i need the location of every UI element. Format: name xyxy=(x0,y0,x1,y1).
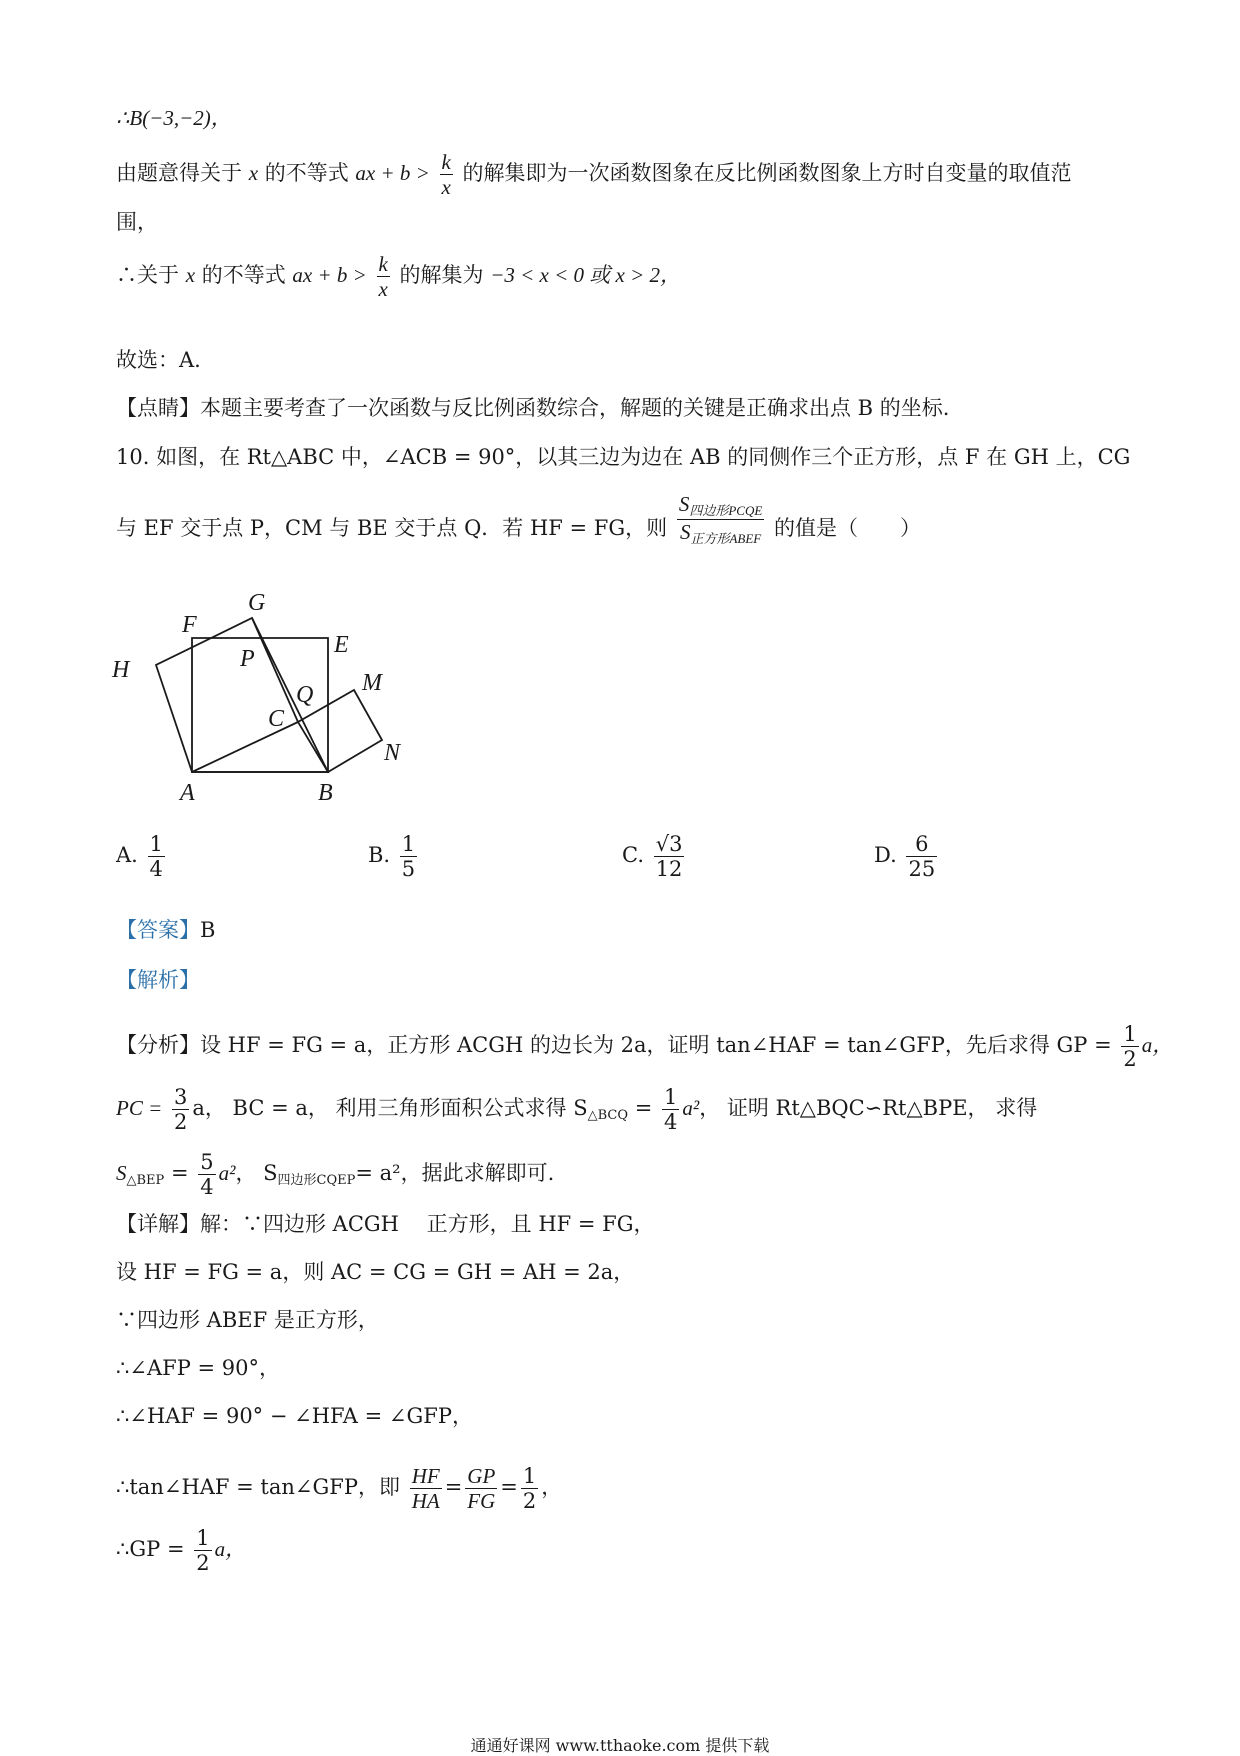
tag-detail: 【详解】 xyxy=(116,1212,200,1236)
label-e: E xyxy=(334,632,349,658)
den xyxy=(677,520,764,547)
geometry-figure xyxy=(100,580,430,800)
text-seg: = xyxy=(170,1161,189,1186)
num: 5 xyxy=(200,1150,214,1174)
den: 2 xyxy=(522,1489,537,1514)
den: 4 xyxy=(664,1110,678,1135)
detail-line3: ∵四边形 ABEF 是正方形， xyxy=(116,1308,379,1332)
den: x xyxy=(378,277,388,302)
label-a: A xyxy=(180,780,195,800)
num: k xyxy=(441,150,451,174)
expr-ax-b: ax + b > xyxy=(355,161,430,186)
den: 4 xyxy=(200,1175,214,1200)
fenxi-line3 xyxy=(116,1150,554,1199)
fraction-k-over-x xyxy=(377,252,390,301)
fraction-quarter xyxy=(662,1085,679,1134)
text-seg: 与 EF 交于点 P，CM 与 BE 交于点 Q．若 HF = FG，则 xyxy=(116,515,668,540)
text-seg: ∴GP = xyxy=(116,1537,185,1562)
den: HA xyxy=(411,1489,440,1514)
den: 25 xyxy=(908,857,936,882)
option-fraction xyxy=(400,832,417,881)
line-solution-set xyxy=(116,252,681,301)
text-seg: = xyxy=(634,1096,653,1121)
var-x: x xyxy=(185,263,196,288)
label-f: F xyxy=(182,612,197,638)
label-b: B xyxy=(318,780,333,800)
text-seg: 的不等式 xyxy=(264,161,349,186)
label-h: H xyxy=(112,657,130,683)
sub: 正方形ABEF xyxy=(690,530,762,546)
line-choice: 故选：A. xyxy=(116,348,201,372)
label-g: G xyxy=(248,590,266,616)
fenxi-line1 xyxy=(116,1022,1173,1071)
text-seg: 的值是（ ） xyxy=(774,515,921,540)
tag-fenxi: 【分析】 xyxy=(116,1033,200,1058)
sub: △BEP xyxy=(126,1173,165,1189)
sub: 四边形PCQE xyxy=(689,503,763,518)
option-c[interactable] xyxy=(622,832,687,881)
page-footer: 通通好课网 www.tthaoke.com 提供下载 xyxy=(470,1736,770,1755)
den: 2 xyxy=(173,1110,188,1135)
den: 12 xyxy=(655,857,683,882)
option-d[interactable] xyxy=(874,832,940,881)
num: 6 xyxy=(906,832,937,857)
label-m: M xyxy=(362,670,382,696)
den: 2 xyxy=(196,1551,210,1576)
option-letter: A. xyxy=(116,843,138,868)
tag-analysis: 【解析】 xyxy=(116,968,200,992)
text-seg: 解：∵四边形 ACGH 正方形，且 HF = FG， xyxy=(200,1212,655,1236)
answer-value: B xyxy=(200,918,216,942)
label-c: C xyxy=(268,706,285,732)
var-x: x xyxy=(248,161,259,186)
num: 1 xyxy=(1123,1022,1137,1046)
line-b-coordinate: ∴B(−3,−2)， xyxy=(116,106,232,130)
option-b[interactable] xyxy=(368,832,420,881)
option-a[interactable] xyxy=(116,832,168,881)
fraction-gp-fg xyxy=(465,1464,497,1513)
fraction-half xyxy=(521,1464,538,1513)
text-seg: ， S xyxy=(235,1161,278,1186)
option-letter: C. xyxy=(622,843,644,868)
fraction-area-ratio xyxy=(677,492,764,547)
a-squared: a² xyxy=(682,1096,700,1121)
fraction-five-quarter xyxy=(198,1150,215,1199)
question-10-line2 xyxy=(116,492,921,547)
answer-line xyxy=(116,920,215,941)
question-10-line1: 10. 如图，在 Rt△ABC 中，∠ACB = 90°，以其三边为边在 AB 的同侧作三个正方形，点 F 在 GH 上，CG xyxy=(116,445,1131,469)
num: 1 xyxy=(196,1526,210,1550)
num: 1 xyxy=(522,1464,537,1488)
fraction-three-half xyxy=(172,1085,189,1134)
text-seg: PC = xyxy=(116,1096,163,1121)
num: √3 xyxy=(655,832,683,856)
tag-dianjing: 【点睛】 xyxy=(116,396,200,420)
den: FG xyxy=(467,1489,496,1514)
a-squared: a² xyxy=(218,1161,236,1186)
tag-answer: 【答案】 xyxy=(116,918,200,942)
fraction-hf-ha xyxy=(410,1464,442,1513)
text-seg: ， 证明 Rt△BQC∽Rt△BPE， 求得 xyxy=(699,1096,1038,1121)
num: 1 xyxy=(149,832,163,856)
text-seg: 的解集为 xyxy=(399,263,484,288)
label-n: N xyxy=(384,740,401,766)
text-seg: a， xyxy=(1141,1033,1174,1058)
text-seg: 的不等式 xyxy=(201,263,286,288)
num: 1 xyxy=(401,832,416,856)
num: 1 xyxy=(664,1085,678,1109)
den: x xyxy=(441,175,451,200)
den: 5 xyxy=(401,857,416,882)
detail-line4: ∴∠AFP = 90°， xyxy=(116,1356,280,1380)
s: S xyxy=(116,1161,127,1186)
option-fraction xyxy=(906,832,937,881)
text-seg: a， xyxy=(214,1537,247,1562)
text-seg: ∴tan∠HAF = tan∠GFP，即 xyxy=(116,1475,400,1500)
text-seg: ∴关于 xyxy=(116,263,179,288)
sub: 四边形CQEP xyxy=(277,1173,356,1189)
num: HF xyxy=(411,1464,440,1488)
detail-line5: ∴∠HAF = 90° − ∠HFA = ∠GFP， xyxy=(116,1404,473,1428)
s: S xyxy=(679,519,691,544)
expr-ax-b: ax + b > xyxy=(292,263,367,288)
fraction-half xyxy=(194,1526,211,1575)
text-seg: 由题意得关于 xyxy=(116,161,242,186)
solution-range: −3 < x < 0 或 x > 2， xyxy=(490,263,682,288)
text-seg: a， BC = a， 利用三角形面积公式求得 S xyxy=(192,1096,588,1121)
num xyxy=(677,492,764,520)
den: 4 xyxy=(149,857,163,882)
sub: △BCQ xyxy=(587,1108,629,1124)
detail-line6: ∴tan∠HAF = tan∠GFP，即 $\frac{HF}{HA}$ = $\frac{GP}{FG}$ = $\frac{1}{2}$ ， xyxy=(116,1464,563,1514)
detail-line2: 设 HF = FG = a，则 AC = CG = GH = AH = 2a， xyxy=(116,1260,635,1284)
label-q: Q xyxy=(296,682,314,708)
den: 2 xyxy=(1123,1047,1137,1072)
line-wrap: 围， xyxy=(116,210,158,234)
num: 3 xyxy=(173,1085,188,1109)
text-seg: 的解集即为一次函数图象在反比例函数图象上方时自变量的取值范 xyxy=(462,161,1072,186)
fraction-half xyxy=(1121,1022,1138,1071)
num: k xyxy=(378,252,388,276)
text-seg: 本题主要考查了一次函数与反比例函数综合，解题的关键是正确求出点 B 的坐标. xyxy=(200,396,950,420)
text-seg: 设 HF = FG = a，正方形 ACGH 的边长为 2a，证明 tan∠HAF = tan∠GFP，先后求得 GP = xyxy=(200,1033,1112,1058)
line-dianjing xyxy=(116,398,949,419)
text-seg: = a²，据此求解即可. xyxy=(355,1161,555,1186)
option-letter: D. xyxy=(874,843,897,868)
detail-line1 xyxy=(116,1214,655,1235)
detail-line7 xyxy=(116,1526,246,1575)
option-letter: B. xyxy=(368,843,391,868)
line-inequality-intro xyxy=(116,150,1072,199)
fenxi-line2 xyxy=(116,1085,1037,1134)
fraction-k-over-x xyxy=(440,150,453,199)
option-fraction xyxy=(148,832,165,881)
option-fraction xyxy=(654,832,685,881)
num: GP xyxy=(467,1464,496,1488)
s: S xyxy=(678,492,690,516)
label-p: P xyxy=(240,646,255,672)
